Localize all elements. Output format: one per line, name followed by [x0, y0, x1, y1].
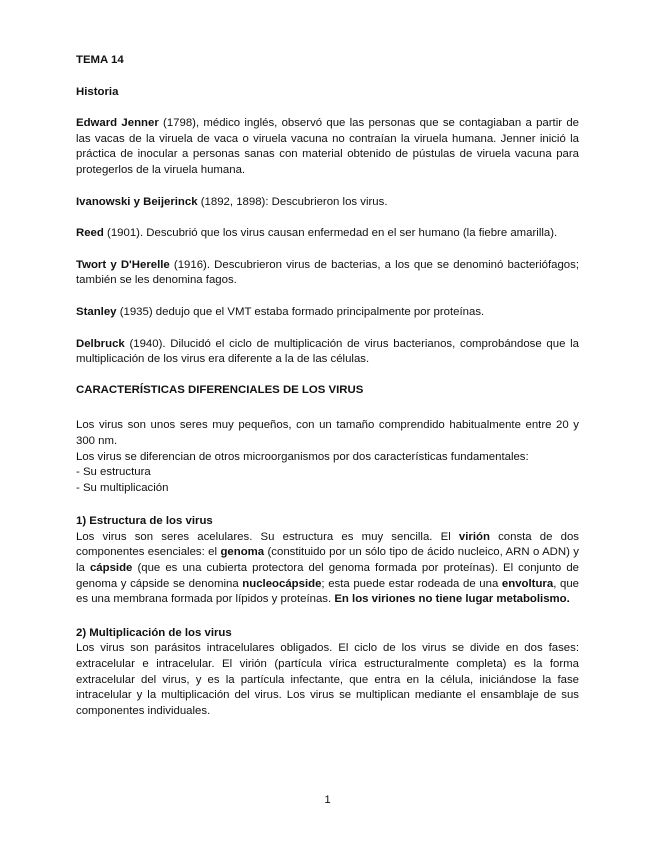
history-text: (1798), médico inglés, observó que las personas que se contagiaban a partir de las vacas de la viruela de vaca o viruela vacuna no contraían la viruela humana. Jenner inició la práctica de inocular a personas sanas con material obtenido de pústulas de viruela vacuna para protegerlos de la viruela humana.	[76, 117, 579, 176]
multiplication-paragraph: Los virus son parásitos intracelulares obligados. El ciclo de los virus se divide en dos fases: extracelular e intracelular. El virión (partícula vírica estructuralmente completa) es la forma extracelular del virus, y es la partícula infectante, que entra en la célula, iniciándose la fase intracelular y la multiplicación del virus. Los virus se multiplican mediante el ensamblaje de sus componentes individuales.	[76, 642, 579, 717]
structure-term-genoma: genoma	[220, 546, 265, 559]
structure-text: consta de dos componentes esenciales: el	[76, 530, 580, 559]
intro-list-item-structure: - Su estructura	[76, 466, 151, 479]
history-text: (1901). Descubrió que los virus causan enfermedad en el ser humano (la fiebre amarilla).	[103, 227, 558, 240]
structure-text: ; esta puede estar rodeada de una	[321, 577, 502, 590]
page-number: 1	[324, 794, 331, 806]
intro-list-item-multiplication: - Su multiplicación	[76, 481, 169, 494]
history-heading: Historia	[76, 85, 119, 98]
history-text: (1892, 1898): Descubrieron los virus.	[197, 195, 388, 208]
history-name: Stanley	[76, 305, 117, 318]
history-name: Reed	[76, 227, 104, 240]
topic-title: TEMA 14	[76, 54, 124, 66]
structure-text: (que es una cubierta protectora del genoma formada por proteínas). El conjunto de genoma y cápside se denomina	[76, 562, 579, 590]
structure-term-envoltura: envoltura	[501, 577, 554, 590]
intro-diff-text: Los virus se diferencian de otros microorganismos por dos características fundamentales:	[76, 450, 529, 463]
structure-term-nucleocapside: nucleocápside	[242, 577, 322, 590]
history-entry-reed	[76, 226, 579, 242]
history-name: Edward Jenner	[76, 117, 159, 130]
structure-paragraph	[76, 530, 579, 608]
history-entry-delbruck	[76, 337, 579, 368]
intro-size-text: Los virus son unos seres muy pequeños, con un tamaño comprendido habitualmente entre 20 y 300 nm.	[76, 419, 579, 447]
multiplication-heading: 2) Multiplicación de los virus	[76, 626, 232, 639]
structure-text: , que es una membrana formada por lípidos y proteínas.	[76, 577, 579, 606]
history-text: (1940). Dilucidó el ciclo de multiplicación de virus bacterianos, comprobándose que la multiplicación de los virus era diferente a la de las células.	[76, 337, 579, 366]
history-text: (1916). Descubrieron virus de bacterias, a los que se denominó bacteriófagos; también se les denomina fagos.	[76, 258, 579, 287]
structure-term-capside: cápside	[89, 562, 133, 575]
structure-text: (constituido por un sólo tipo de ácido nucleico, ARN o ADN) y la	[76, 546, 579, 575]
history-text: (1935) dedujo que el VMT estaba formado principalmente por proteínas.	[116, 305, 485, 318]
intro-block	[76, 418, 579, 496]
history-entry-ivanowski	[76, 195, 579, 211]
structure-emphasis-metabolism: En los viriones no tiene lugar metabolismo.	[334, 593, 570, 606]
history-name: Delbruck	[76, 337, 125, 350]
history-name: Ivanowski y Beijerinck	[76, 195, 198, 208]
structure-text: Los virus son seres acelulares. Su estructura es muy sencilla. El	[76, 530, 459, 543]
history-entry-twort	[76, 258, 579, 289]
structure-term-virion: virión	[458, 530, 490, 543]
history-entry-stanley	[76, 305, 579, 321]
history-entry-jenner	[76, 116, 579, 178]
history-name: Twort y D'Herelle	[76, 258, 170, 271]
structure-heading: 1) Estructura de los virus	[76, 515, 213, 528]
characteristics-heading: CARACTERÍSTICAS DIFERENCIALES DE LOS VIRUS	[76, 383, 364, 396]
